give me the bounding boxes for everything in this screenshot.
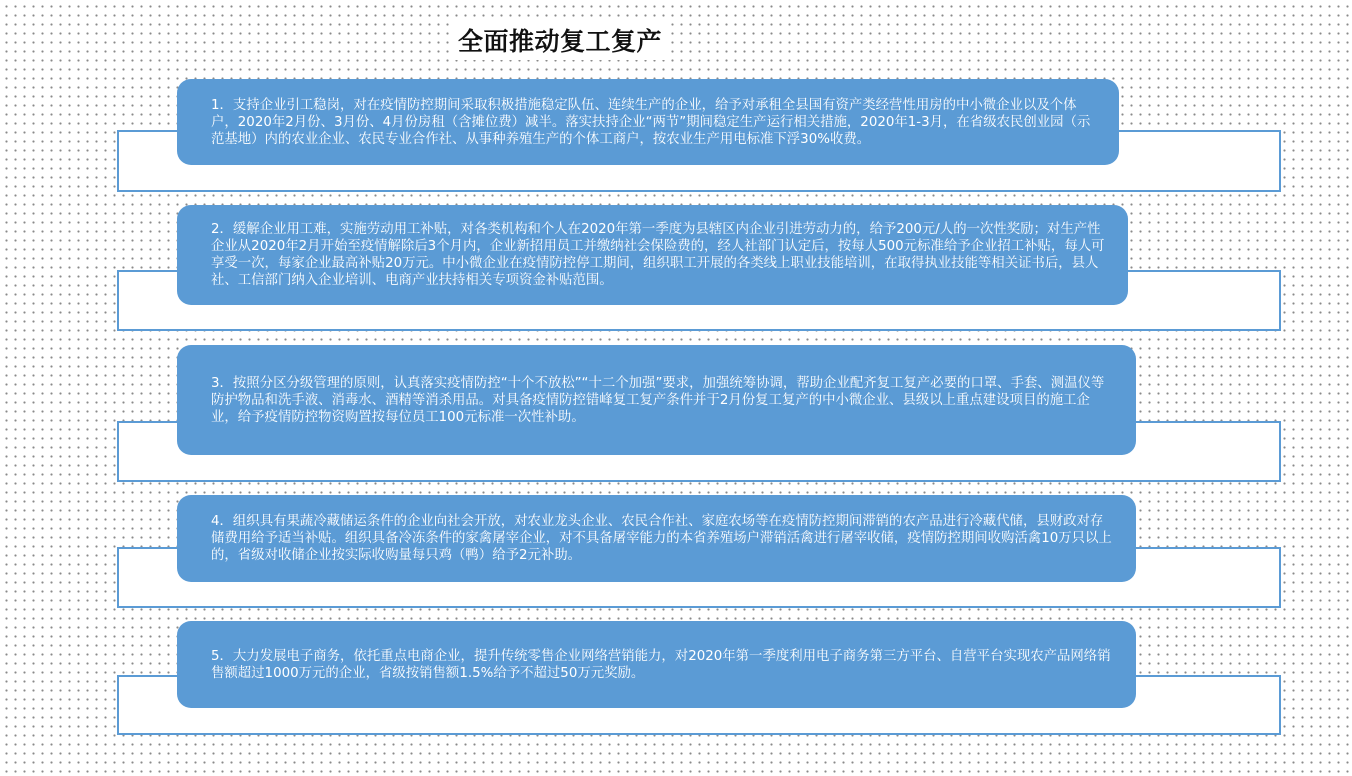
policy-text-2: 2．缓解企业用工难，实施劳动用工补贴，对各类机构和个人在2020年第一季度为县辖区内企业引进劳动力的，给予200元/人的一次性奖励；对生产性企业从2020年2月开始至疫情解除后3个月内，企业新招用员工并缴纳社会保险费的，经人社部门认定后，按每人500元标准给予企业招工补贴，每人可享受一次，每家企业最高补贴20万元。中小微企业在疫情防控停工期间，组织职工开展的各类线上职业技能培训，在取得执业技能等相关证书后，县人社、工信部门纳入企业培训、电商产业扶持相关专项资金补贴范围。	[211, 222, 1105, 288]
policy-text-1: 1．支持企业引工稳岗，对在疫情防控期间采取积极措施稳定队伍、连续生产的企业，给予对承租全县国有资产类经营性用房的中小微企业以及个体户，2020年2月份、3月份、4月份房租（含摊位费）减半。落实扶持企业“两节”期间稳定生产运行相关措施，2020年1-3月，在省级农民创业园（示范基地）内的农业企业、农民专业合作社、从事种养殖生产的个体工商户，按农业生产用电标准下浮30%收费。	[211, 97, 1091, 147]
policy-text-5: 5．大力发展电子商务，依托重点电商企业，提升传统零售企业网络营销能力，对2020年第一季度利用电子商务第三方平台、自营平台实现农产品网络销售额超过1000万元的企业，省级按销售额1.5%给予不超过50万元奖励。	[211, 648, 1111, 681]
policy-text-3: 3．按照分区分级管理的原则，认真落实疫情防控“十个不放松”“十二个加强”要求，加强统筹协调，帮助企业配齐复工复产必要的口罩、手套、测温仪等防护物品和洗手液、消毒水、酒精等消杀用品。对具备疫情防控错峰复工复产条件并于2月份复工复产的中小微企业、县级以上重点建设项目的施工企业，给予疫情防控物资购置按每位员工100元标准一次性补助。	[211, 375, 1105, 425]
policy-card-4	[177, 495, 1136, 582]
policy-card-5	[177, 621, 1136, 708]
policy-card-1	[177, 79, 1119, 165]
page-title: 全面推动复工复产	[454, 20, 666, 60]
policy-text-4: 4．组织具有果蔬冷藏储运条件的企业向社会开放，对农业龙头企业、农民合作社、家庭农场等在疫情防控期间滞销的农产品进行冷藏代储，县财政对存储费用给予适当补贴。组织具备冷冻条件的家禽屠宰企业，对不具备屠宰能力的本省养殖场户滞销活禽进行屠宰收储，疫情防控期间收购活禽10万只以上的，省级对收储企业按实际收购量每只鸡（鸭）给予2元补助。	[211, 514, 1112, 563]
policy-card-3	[177, 345, 1136, 455]
policy-card-2	[177, 205, 1128, 305]
